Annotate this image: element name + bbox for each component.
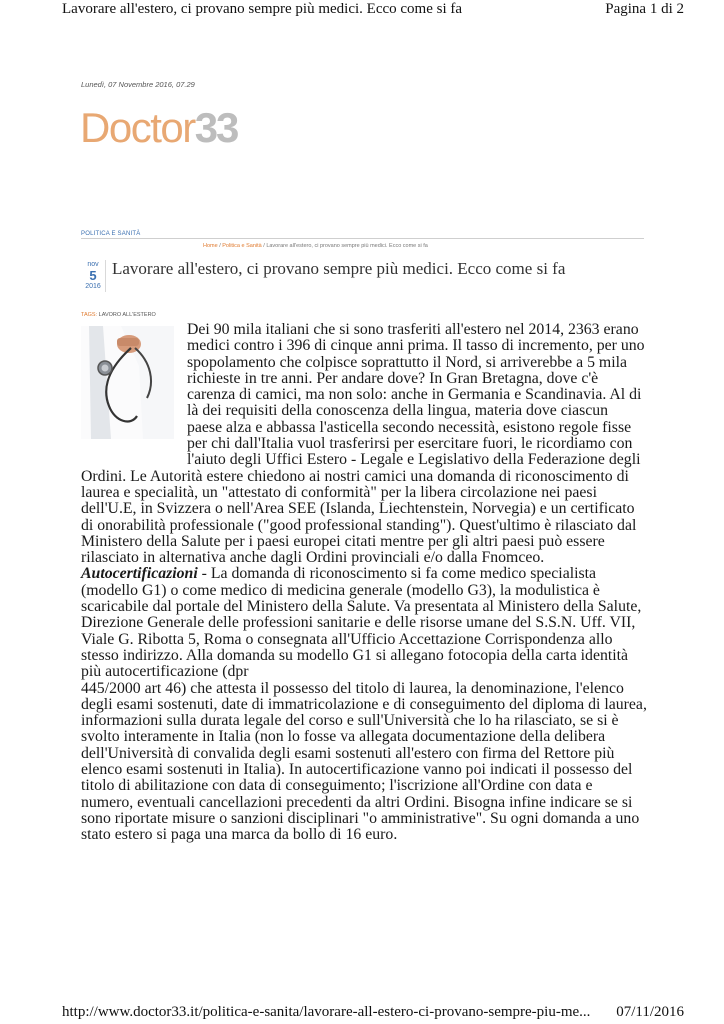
breadcrumb-section-link[interactable]: Politica e Sanità xyxy=(222,243,262,249)
print-header-title: Lavorare all'estero, ci provano sempre più medici. Ecco come si fa xyxy=(62,1,463,17)
publication-dateline: Lunedì, 07 Novembre 2016, 07.29 xyxy=(81,80,195,89)
article-paragraph-2 xyxy=(81,566,647,843)
section-label[interactable]: POLITICA E SANITÀ xyxy=(81,231,141,237)
article-tags xyxy=(81,312,156,318)
breadcrumb xyxy=(203,243,428,249)
date-box-divider xyxy=(105,260,106,292)
print-header-page-number: Pagina 1 di 2 xyxy=(605,1,684,17)
date-year: 2016 xyxy=(85,283,101,290)
autocertificazioni-lead-in: Autocertificazioni xyxy=(81,565,198,583)
print-footer-date: 07/11/2016 xyxy=(616,1004,684,1020)
article-body xyxy=(81,322,647,844)
logo-text-doctor: Doctor xyxy=(80,104,195,151)
paragraph-2-text-b: 445/2000 art 46) che attesta il possesso del titolo di laurea, la denominazione, l'elenco degli esami sostenuti, date di immatricolazione e di conseguimento del diploma di laurea, informazioni sulla durata legale del corso e sull'Università che lo ha rilasciato, se si è svolto interamente in Italia (non lo fosse va allegata documentazione della delibera dell'Università di convalida degli esami sostenuti all'estero con firma del Rettore più elenco esami sostenuti in Italia). In autocertificazione vanno poi indicati il possesso del titolo di abilitazione con data di conseguimento; l'iscrizione all'Ordine con data e numero, eventuali cancellazioni precedenti da altri Ordini. Bisogna infine indicare se si sono riportate misure o sanzioni disciplinari "o amministrative". Su ogni domanda a uno stato estero si paga una marca da bollo di 16 euro. xyxy=(81,679,647,844)
article-date-box xyxy=(83,260,103,292)
print-header xyxy=(0,0,724,24)
photo-float-spacer xyxy=(81,322,187,464)
breadcrumb-separator: / xyxy=(217,243,223,249)
breadcrumb-home-link[interactable]: Home xyxy=(203,243,218,249)
date-month: nov xyxy=(87,261,99,268)
tags-value[interactable]: LAVORO ALL'ESTERO xyxy=(97,312,156,318)
breadcrumb-current: Lavorare all'estero, ci provano sempre più medici. Ecco come si fa xyxy=(266,243,428,249)
paragraph-2-text-a: - La domanda di riconoscimento si fa come medico specialista (modello G1) o come medico di medicina generale (modello G3), la modulistica è scaricabile dal portale del Ministero della Salute. Va presentata al Ministero della Salute, Direzione Generale delle professioni sanitarie e delle risorse umane del S.S.N. Uff. VII, Viale G. Ribotta 5, Roma o consegnata all'Ufficio Accettazione Corrispondenza allo stesso indirizzo. Alla domanda su modello G1 si allegano fotocopia della carta identità più autocertificazione (dpr xyxy=(81,565,642,681)
date-day: 5 xyxy=(89,268,97,283)
print-footer-url[interactable]: http://www.doctor33.it/politica-e-sanita/lavorare-all-estero-ci-provano-sempre-piu-me... xyxy=(62,1004,591,1020)
tags-label: TAGS: xyxy=(81,312,98,318)
article-title: Lavorare all'estero, ci provano sempre più medici. Ecco come si fa xyxy=(112,259,566,278)
doctor33-logo[interactable] xyxy=(80,106,237,150)
logo-text-33: 33 xyxy=(194,104,238,151)
article-paragraph-1: Dei 90 mila italiani che si sono trasferiti all'estero nel 2014, 2363 erano medici contro i 396 di cinque anni prima. Il tasso di incremento, per uno spopolamento che colpisce soprattutto il Nord, si arriverebbe a 5 mila richieste in tre anni. Per andare dove? In Gran Bretagna, dove c'è carenza di camici, ma non solo: anche in Germania e Scandinavia. Al di là dei requisiti della conoscenza della lingua, materia dove ciascun paese alza e abbassa l'asticella secondo necessità, esistono regole fisse per chi dall'Italia vuol trasferirsi per esercitare fuori, le ricordiamo con l'aiuto degli Uffici Estero - Legale e Legislativo della Federazione degli Ordini. Le Autorità estere chiedono ai nostri camici una domanda di riconoscimento di laurea e specialità, un "attestato di conformità" per la libera circolazione nei paesi dell'U.E, in Svizzera o nell'Area SEE (Islanda, Liechtenstein, Norvegia) e un certificato di onorabilità professionale ("good professional standing"). Quest'ultimo è rilasciato dal Ministero della Salute per i paesi europei citati mentre per gli altri paesi può essere rilasciato in alternativa anche dagli Ordini provinciali e/o dalla Fnomceo. xyxy=(81,321,645,567)
breadcrumb-separator: / xyxy=(261,243,267,249)
section-divider xyxy=(81,238,644,239)
